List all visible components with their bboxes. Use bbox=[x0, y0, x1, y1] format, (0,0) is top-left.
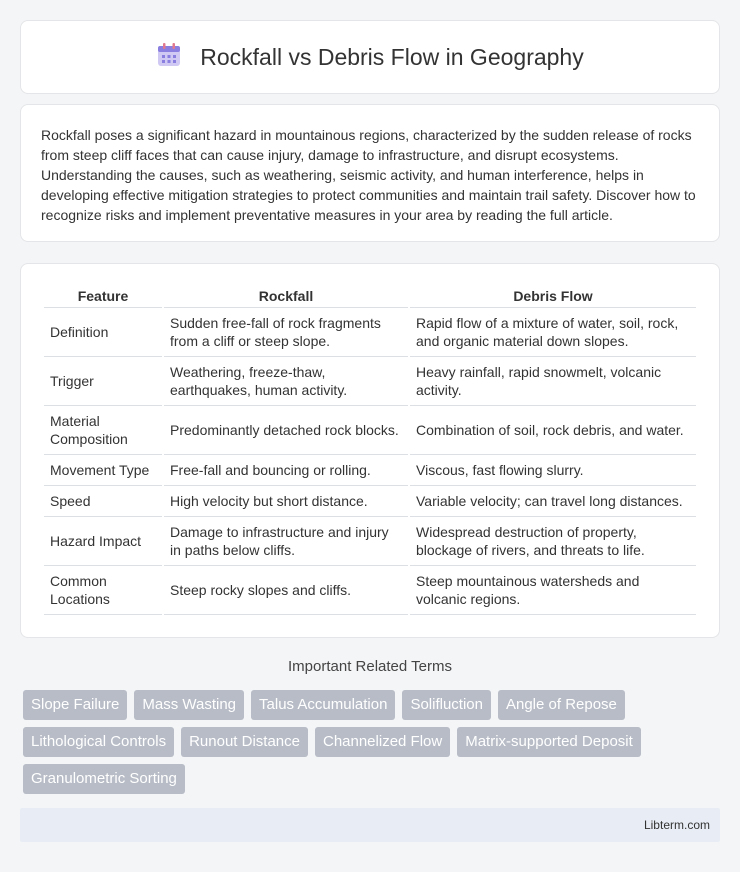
term-tag[interactable]: Solifluction bbox=[402, 690, 491, 720]
page-title: Rockfall vs Debris Flow in Geography bbox=[200, 43, 584, 70]
table-cell-rockfall: Sudden free-fall of rock fragments from a cliff or steep slope. bbox=[164, 308, 408, 357]
table-row bbox=[44, 566, 696, 615]
term-tag[interactable]: Slope Failure bbox=[23, 690, 127, 720]
table-row bbox=[44, 357, 696, 406]
term-tag[interactable]: Channelized Flow bbox=[315, 727, 450, 757]
table-cell-debris-flow: Rapid flow of a mixture of water, soil, rock, and organic material down slopes. bbox=[410, 308, 696, 357]
table-cell-feature: Movement Type bbox=[44, 455, 162, 486]
term-tag[interactable]: Matrix-supported Deposit bbox=[457, 727, 641, 757]
table-cell-feature: Material Composition bbox=[44, 406, 162, 455]
header-card bbox=[20, 20, 720, 94]
calendar-icon bbox=[156, 42, 182, 73]
table-cell-debris-flow: Combination of soil, rock debris, and water. bbox=[410, 406, 696, 455]
table-row bbox=[44, 406, 696, 455]
table-cell-debris-flow: Variable velocity; can travel long distances. bbox=[410, 486, 696, 517]
term-tag[interactable]: Granulometric Sorting bbox=[23, 764, 185, 794]
related-terms-title: Important Related Terms bbox=[288, 658, 452, 675]
table-row bbox=[44, 517, 696, 566]
table-cell-feature: Definition bbox=[44, 308, 162, 357]
table-cell-debris-flow: Heavy rainfall, rapid snowmelt, volcanic activity. bbox=[410, 357, 696, 406]
table-cell-rockfall: Free-fall and bouncing or rolling. bbox=[164, 455, 408, 486]
comparison-table bbox=[42, 284, 698, 615]
footer-site-link[interactable]: Libterm.com bbox=[643, 818, 710, 832]
table-row bbox=[44, 486, 696, 517]
related-terms-list bbox=[23, 690, 717, 794]
table-row bbox=[44, 455, 696, 486]
table-cell-rockfall: Damage to infrastructure and injury in paths below cliffs. bbox=[164, 517, 408, 566]
footer bbox=[20, 808, 720, 842]
table-cell-rockfall: Predominantly detached rock blocks. bbox=[164, 406, 408, 455]
table-cell-rockfall: High velocity but short distance. bbox=[164, 486, 408, 517]
term-tag[interactable]: Mass Wasting bbox=[134, 690, 244, 720]
column-header: Feature bbox=[44, 284, 162, 308]
comparison-table-card bbox=[20, 263, 720, 638]
term-tag[interactable]: Angle of Repose bbox=[498, 690, 625, 720]
column-header: Debris Flow bbox=[410, 284, 696, 308]
table-row bbox=[44, 308, 696, 357]
term-tag[interactable]: Talus Accumulation bbox=[251, 690, 395, 720]
term-tag[interactable]: Lithological Controls bbox=[23, 727, 174, 757]
intro-card bbox=[20, 104, 720, 242]
column-header: Rockfall bbox=[164, 284, 408, 308]
table-cell-debris-flow: Widespread destruction of property, blockage of rivers, and threats to life. bbox=[410, 517, 696, 566]
intro-text: Rockfall poses a significant hazard in mountainous regions, characterized by the sudden release of rocks from steep cliff faces that can cause injury, damage to infrastructure, and disrupt ecosystems. Understanding the causes, such as weathering, seismic activity, and human interference, helps in developing effective mitigation strategies to protect communities and maintain trail safety. Discover how to recognize risks and implement preventative measures in your area by reading the full article. bbox=[41, 127, 696, 223]
table-cell-feature: Hazard Impact bbox=[44, 517, 162, 566]
table-header-row bbox=[44, 284, 696, 308]
table-cell-feature: Common Locations bbox=[44, 566, 162, 615]
term-tag[interactable]: Runout Distance bbox=[181, 727, 308, 757]
table-cell-rockfall: Weathering, freeze-thaw, earthquakes, human activity. bbox=[164, 357, 408, 406]
table-cell-feature: Trigger bbox=[44, 357, 162, 406]
table-cell-rockfall: Steep rocky slopes and cliffs. bbox=[164, 566, 408, 615]
table-cell-debris-flow: Viscous, fast flowing slurry. bbox=[410, 455, 696, 486]
table-cell-debris-flow: Steep mountainous watersheds and volcanic regions. bbox=[410, 566, 696, 615]
table-cell-feature: Speed bbox=[44, 486, 162, 517]
